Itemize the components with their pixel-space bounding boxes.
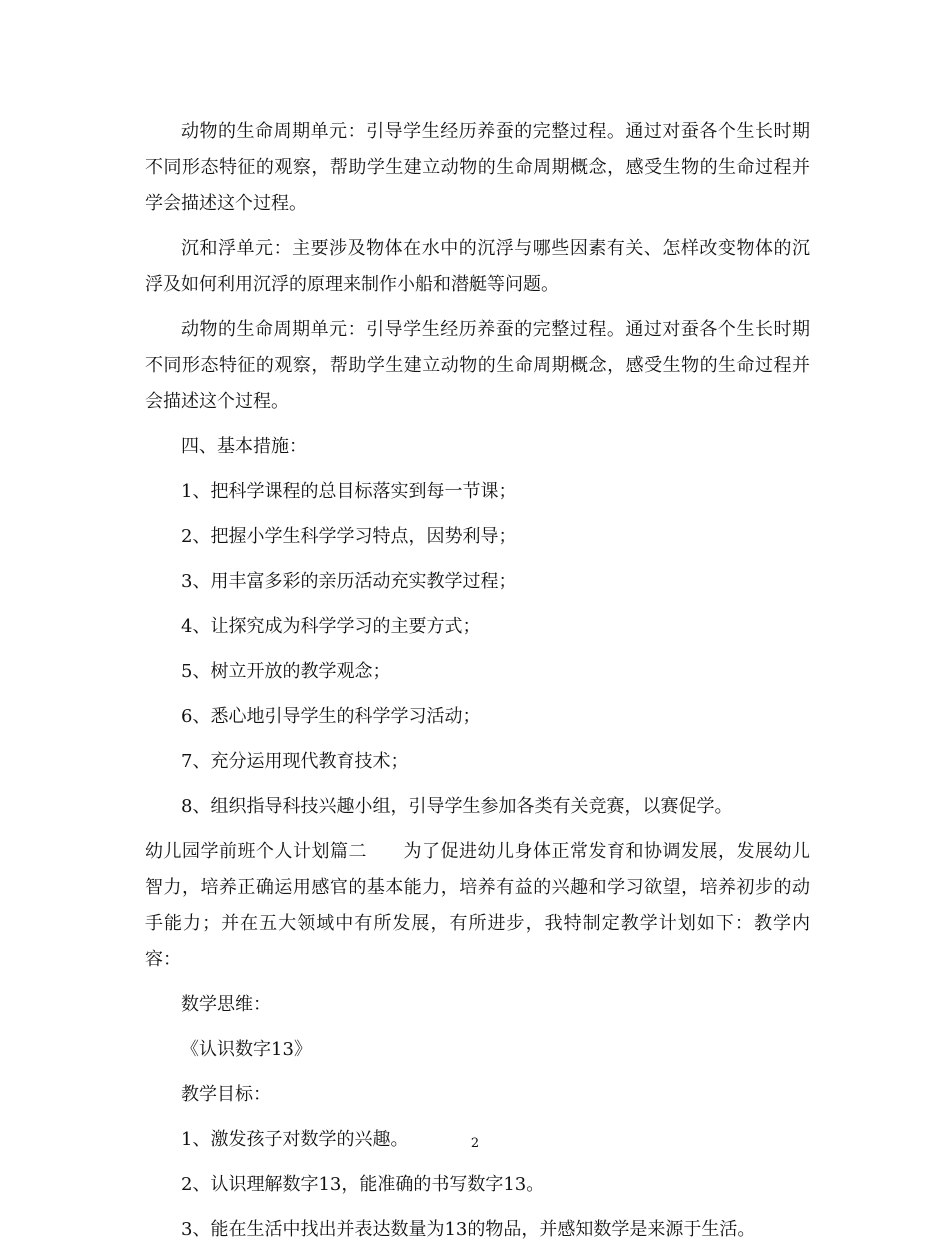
measure-item-7: 7、充分运用现代教育技术；	[181, 751, 409, 772]
section-heading: 幼儿园学前班个人计划篇二	[145, 841, 367, 862]
section-intro: 为了促进幼儿身体正常发育和协调发展，发展幼儿智力，培养正确运用感官的基本能力，培养有益的兴趣和学习欲望，培养初步的动手能力；并在五大领域中有所发展，有所进步，我特制定教学计划如下：教学内容：	[145, 841, 810, 970]
goal-item-2: 2、认识理解数字13，能准确的书写数字13。	[181, 1174, 545, 1195]
goal-item-3: 3、能在生活中找出并表达数量为13的物品，并感知数学是来源于生活。	[181, 1219, 756, 1240]
document-body	[145, 114, 810, 1257]
measure-item-2: 2、把握小学生科学学习特点，因势利导；	[181, 526, 517, 547]
measure-item-8: 8、组织指导科技兴趣小组，引导学生参加各类有关竞赛，以赛促学。	[181, 796, 733, 817]
section-two-paragraph	[145, 834, 810, 978]
measure-item-3: 3、用丰富多彩的亲历活动充实教学过程；	[181, 571, 517, 592]
measure-item-4: 4、让探究成为科学学习的主要方式；	[181, 616, 481, 637]
heading-basic-measures: 四、基本措施：	[181, 436, 307, 457]
goal-item-1: 1、激发孩子对数学的兴趣。	[181, 1129, 409, 1150]
paragraph-sink-float-unit: 沉和浮单元：主要涉及物体在水中的沉浮与哪些因素有关、怎样改变物体的沉浮及如何利用沉浮的原理来制作小船和潜艇等问题。	[145, 238, 810, 295]
paragraph-lifecycle-unit-1: 动物的生命周期单元：引导学生经历养蚕的完整过程。通过对蚕各个生长时期不同形态特征的观察，帮助学生建立动物的生命周期概念，感受生物的生命过程并学会描述这个过程。	[145, 121, 810, 214]
page-number: 2	[470, 1136, 480, 1151]
paragraph-lifecycle-unit-2: 动物的生命周期单元：引导学生经历养蚕的完整过程。通过对蚕各个生长时期不同形态特征的观察，帮助学生建立动物的生命周期概念，感受生物的生命过程并会描述这个过程。	[145, 319, 810, 412]
math-thinking-label: 数学思维：	[181, 994, 271, 1015]
teaching-goals-label: 教学目标：	[181, 1084, 271, 1105]
measure-item-6: 6、悉心地引导学生的科学学习活动；	[181, 706, 481, 727]
measure-item-5: 5、树立开放的教学观念；	[181, 661, 391, 682]
lesson-title: 《认识数字13》	[181, 1039, 312, 1060]
measure-item-1: 1、把科学课程的总目标落实到每一节课；	[181, 481, 517, 502]
